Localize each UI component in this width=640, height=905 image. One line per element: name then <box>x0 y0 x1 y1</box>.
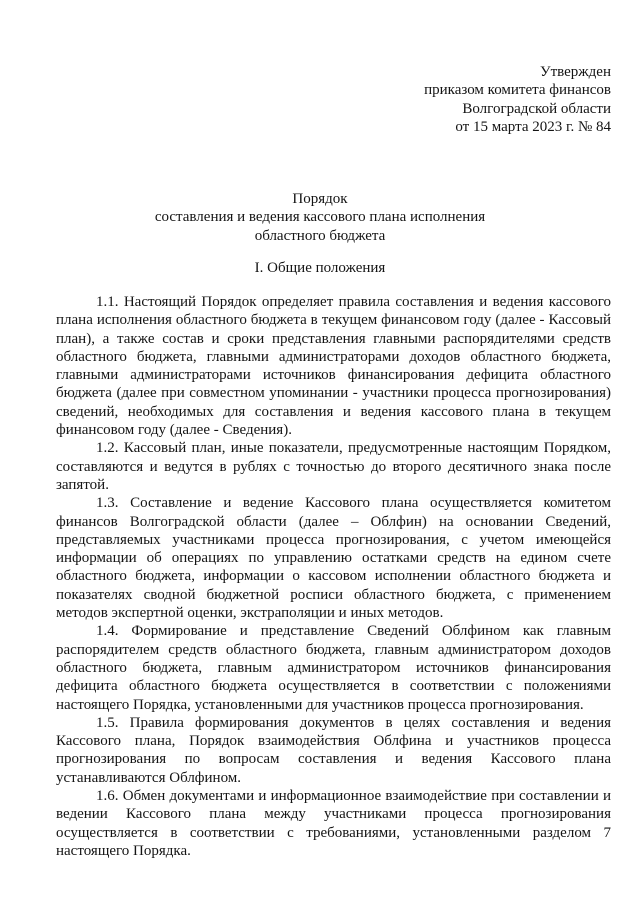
approval-stamp-block <box>424 63 611 137</box>
title-line: Порядок <box>292 191 348 207</box>
paragraph: 1.2. Кассовый план, иные показатели, предусмотренные настоящим Порядком, составляются и ведутся в рублях с точностью до второго десятичного знака после запятой. <box>56 440 611 493</box>
paragraph: 1.1. Настоящий Порядок определяет правила составления и ведения кассового плана исполнения областного бюджета в текущем финансовом году (далее - Кассовый план), а также состав и сроки представления главными распорядителями средств областного бюджета, главными администраторами доходов областного бюджета, главными администраторами источников финансирования дефицита областного бюджета (далее при совместном упоминании - участники процесса прогнозирования) сведений, необходимых для составления и ведения кассового плана в текущем финансовом году (далее - Сведения). <box>56 294 611 439</box>
paragraph: 1.3. Составление и ведение Кассового плана осуществляется комитетом финансов Волгоградской области (далее – Облфин) на основании Сведений, представляемых участниками процесса прогнозирования, с учетом имеющейся информации об операциях по управлению остатками средств на едином счете областного бюджета, информации о кассовом исполнении областного бюджета и показателях сводной бюджетной росписи областного бюджета, с применением методов экспертной оценки, экстраполяции и иных методов. <box>56 495 611 622</box>
approval-line: приказом комитета финансов <box>424 82 611 99</box>
document-title <box>0 190 640 245</box>
paragraph: 1.5. Правила формирования документов в целях составления и ведения Кассового плана, Порядок взаимодействия Облфина и участников процесса прогнозирования по вопросам составления и ведения Кассового плана устанавливаются Облфином. <box>56 714 611 786</box>
title-line: составления и ведения кассового плана исполнения <box>154 209 486 226</box>
approval-line: от 15 марта 2023 г. № 84 <box>455 119 611 136</box>
title-line: областного бюджета <box>254 227 386 244</box>
approval-line: Утвержден <box>539 64 611 80</box>
approval-line: Волгоградской области <box>462 100 611 117</box>
paragraph: 1.6. Обмен документами и информационное взаимодействие при составлении и ведении Кассового плана между участниками процесса прогнозирования осуществляется в соответствии с требованиями, установленными разделом 7 настоящего Порядка. <box>56 788 611 859</box>
paragraph: 1.4. Формирование и представление Сведений Облфином как главным распорядителем средств областного бюджета, главным администратором доходов областного бюджета, главным администратором источников финансирования дефицита областного бюджета осуществляется в соответствии с положениями настоящего Порядка, установленными для участников процесса прогнозирования. <box>56 623 611 713</box>
section-heading: I. Общие положения <box>254 260 386 276</box>
document-body <box>56 293 611 860</box>
